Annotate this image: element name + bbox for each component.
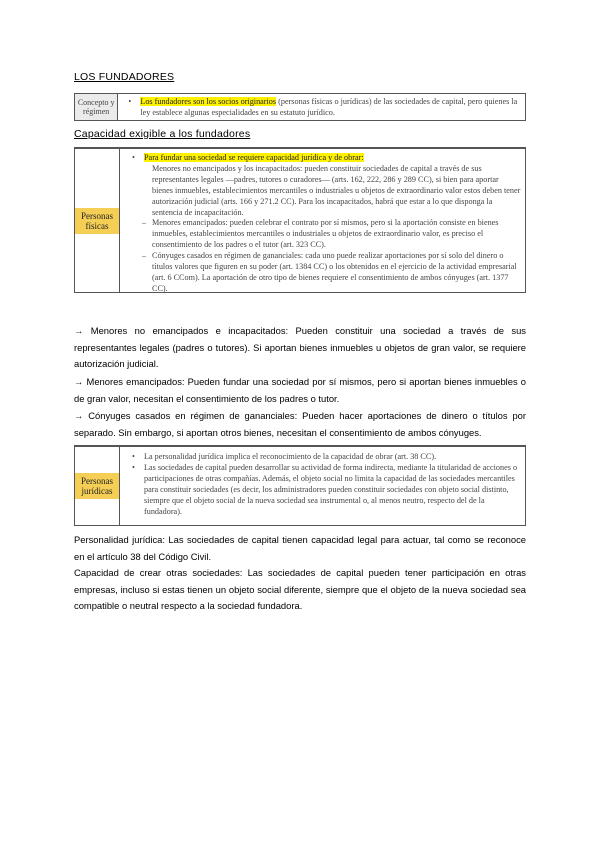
paragraph-personalidad-juridica: Personalidad jurídica: Las sociedades de capital tienen capacidad legal para actuar, tal como se reconoce en el artículo 38 del Código Civil.: [74, 534, 526, 562]
fisicas-item-3: [130, 251, 521, 295]
paragraph-menores-no-emancipados: → Menores no emancipados e incapacitados: Pueden constituir una sociedad a través de sus representantes legales (padres o tutores). Si aportan bienes inmuebles u objetos de gran valor, se requiere autorización judicial.: [74, 325, 526, 369]
fisicas-item-3-text: Cónyuges casados en régimen de gananciales: cada uno puede realizar aportaciones por sí solo del dinero o títulos valores que figuren en su poder (art. 1384 CC) o los obtenidos en el ejercicio de la actividad empresarial (art. 6 CCom). La aportación de otro tipo de bienes requiere el consentimiento de ambos cónyuges (art. 1377 CC).: [152, 251, 517, 293]
fisicas-item-2: [130, 218, 521, 251]
fisicas-item-2-text: Menores emancipados: pueden celebrar el contrato por sí mismos, pero si la aportación consiste en bienes inmuebles, establecimientos mercantiles o industriales u objetos de extraordinario valor, es preciso el consentimiento de los padres o el tutor (art. 323 CC).: [152, 218, 499, 250]
personas-fisicas-table: [74, 147, 526, 293]
concept-bullet: [126, 97, 521, 119]
concept-text-cell: [118, 94, 525, 120]
juridicas-text-cell: [120, 447, 525, 525]
dash-mark: –: [142, 251, 147, 261]
fisicas-text-cell: [120, 149, 525, 292]
fisicas-label: Personas físicas: [75, 208, 119, 234]
fisicas-highlight: Para fundar una sociedad se requiere capacidad jurídica y de obrar:: [144, 153, 364, 162]
paragraph-menores-emancipados: → Menores emancipados: Pueden fundar una sociedad por sí mismos, pero si aportan bienes inmuebles o de gran valor, necesitan el consentimiento de los padres o tutor.: [74, 376, 526, 404]
juridicas-bullet-2: • Las sociedades de capital pueden desarrollar su actividad de forma indirecta, mediante la titularidad de acciones o participaciones de otras compañías. Además, el objeto social no limita la capacidad de las sociedades mercantiles para constituir sociedades (es decir, los administradores pueden constituir sociedades con objeto social distinto, siempre que el objeto social de la nueva sociedad sea instrumental o, al menos neutro, respecto del de la fundadora).: [130, 463, 521, 518]
juridicas-label: Personas jurídicas: [75, 473, 119, 499]
concept-table: [74, 93, 526, 121]
capacidad-heading: Capacidad exigible a los fundadores: [74, 128, 251, 140]
fisicas-item-1: Menores no emancipados y los incapacitados: pueden constituir sociedades de capital a través de sus representantes legales —padres, tutores o curadores— (arts. 162, 222, 286 y 289 CC), si bien para aportar bienes inmuebles, establecimientos mercantiles o industriales u objetos de extraordinario valor estos deben tener autorización judicial (arts. 166 y 271.2 CC). Para los incapacitados, habrá que estar a lo que disponga la sentencia de incapacitación.: [152, 163, 521, 217]
dash-mark: –: [142, 218, 147, 228]
fisicas-label-cell: [75, 149, 120, 292]
concept-text: (personas físicas o jurídicas) de las sociedades de capital, pero quienes la ley establece algunas especialidades en su estatuto jurídico.: [140, 97, 518, 117]
juridicas-label-cell: [75, 447, 120, 525]
concept-label: Concepto y régimen: [77, 98, 115, 116]
paragraph-crear-sociedades: Capacidad de crear otras sociedades: Las sociedades de capital pueden tener participación en otras empresas, incluso si estas tienen un objeto social diferente, siempre que el objeto de la nueva sociedad sea compatible o neutral respecto a la sociedad fundadora.: [74, 567, 526, 611]
paragraph-conyuges: → Cónyuges casados en régimen de gananciales: Pueden hacer aportaciones de dinero o títulos por separado. Sin embargo, si aportan otros bienes, necesitan el consentimiento de ambos cónyuges.: [74, 410, 526, 438]
page-title: LOS FUNDADORES: [74, 71, 175, 83]
fisicas-bullet: [130, 153, 521, 164]
personas-juridicas-table: [74, 445, 526, 526]
concept-label-cell: [75, 94, 118, 120]
concept-highlight: Los fundadores son los socios originarios: [140, 97, 277, 106]
juridicas-bullet-1: • La personalidad jurídica implica el reconocimiento de la capacidad de obrar (art. 38 CC).: [130, 452, 521, 463]
